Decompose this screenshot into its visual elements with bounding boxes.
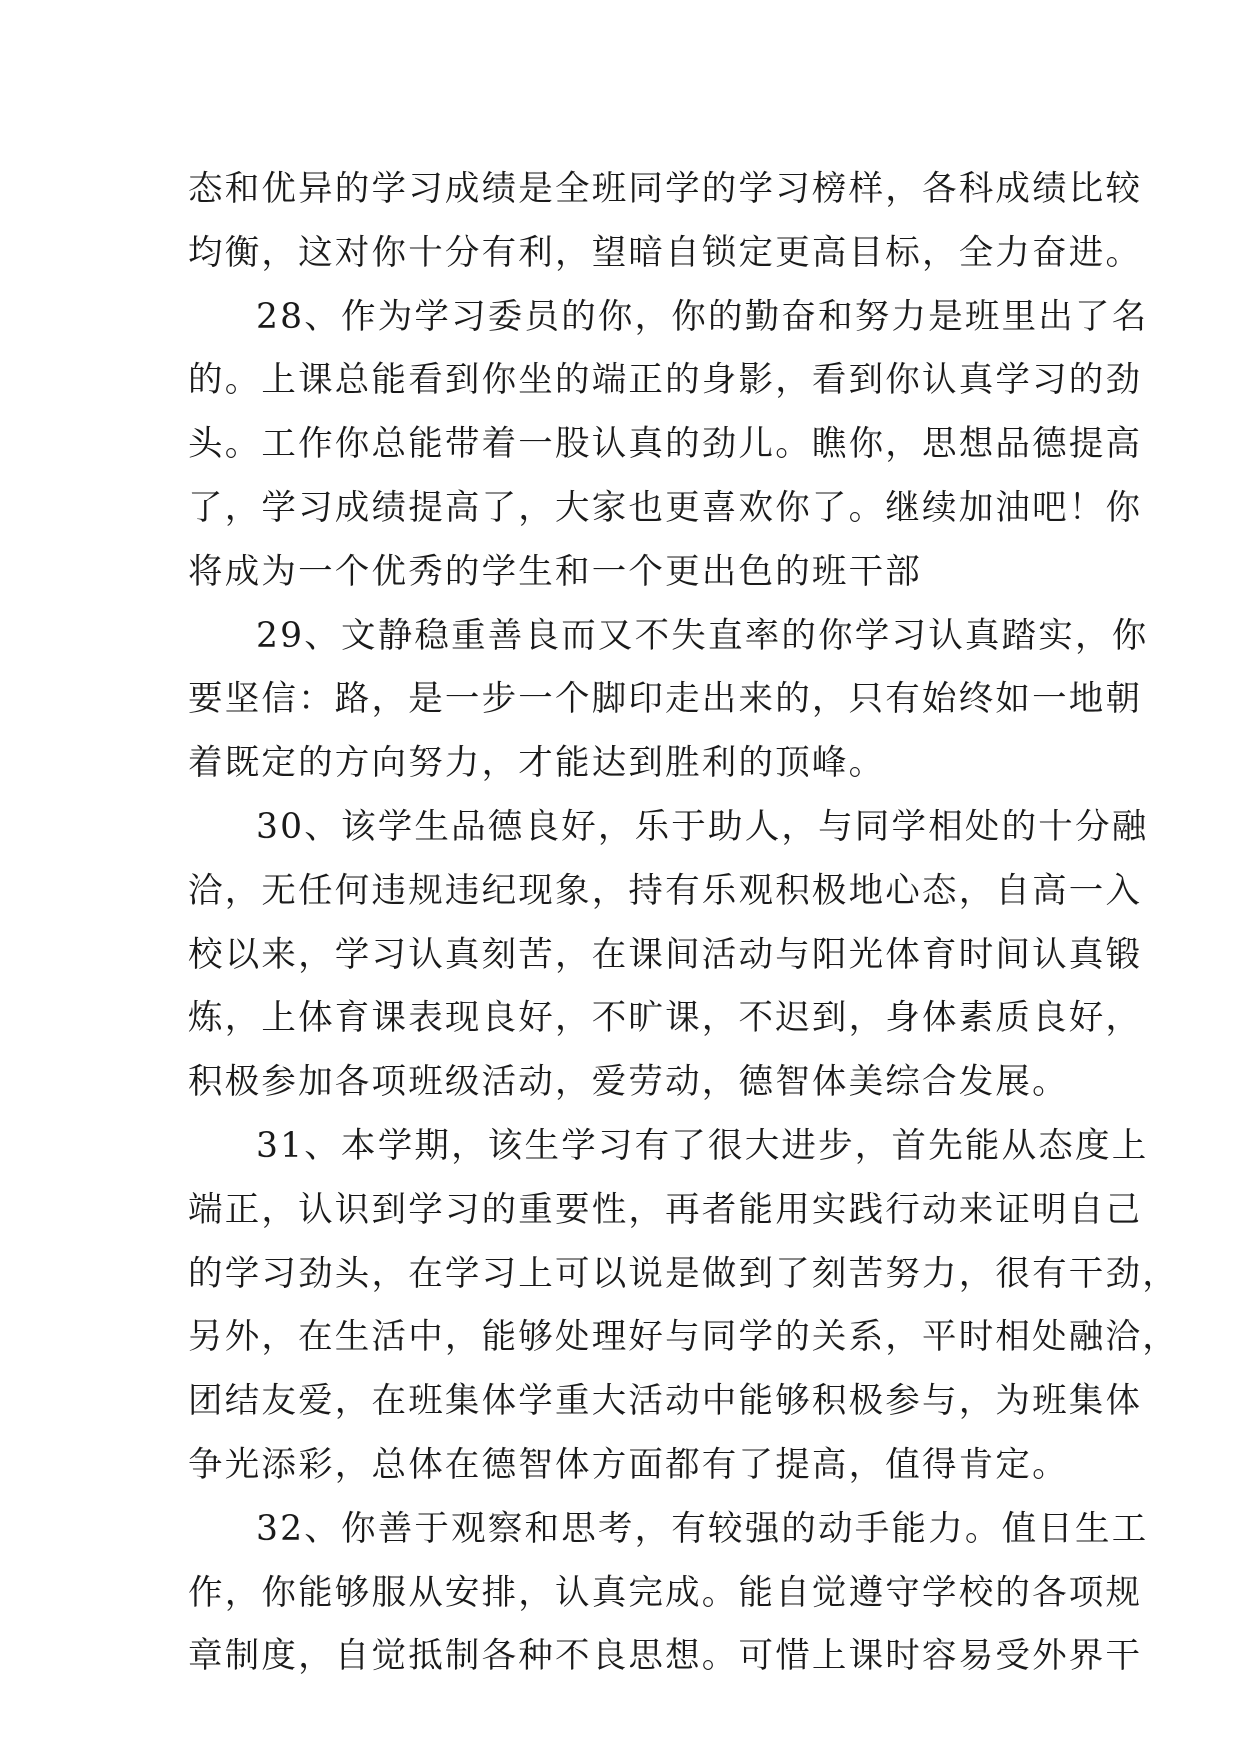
paragraph-start-31: 31、本学期，该生学习有了很大进步，首先能从态度上 [256, 1125, 1149, 1166]
text-line: 了，学习成绩提高了，大家也更喜欢你了。继续加油吧！你 [188, 487, 1143, 528]
text-line: 头。工作你总能带着一股认真的劲儿。瞧你，思想品德提高 [188, 424, 1143, 465]
text-line: 作，你能够服从安排，认真完成。能自觉遵守学校的各项规 [188, 1572, 1143, 1613]
text-line: 着既定的方向努力，才能达到胜利的顶峰。 [188, 743, 886, 784]
text-line: 要坚信：路，是一步一个脚印走出来的，只有始终如一地朝 [188, 679, 1143, 720]
text-line: 团结友爱，在班集体学重大活动中能够积极参与，为班集体 [188, 1381, 1143, 1422]
text-line: 洽，无任何违规违纪现象，持有乐观积极地心态，自高一入 [188, 870, 1143, 911]
text-line: 端正，认识到学习的重要性，再者能用实践行动来证明自己 [188, 1189, 1143, 1230]
text-line: 的。上课总能看到你坐的端正的身影，看到你认真学习的劲 [188, 360, 1143, 401]
text-line: 将成为一个优秀的学生和一个更出色的班干部 [188, 551, 922, 592]
text-line: 均衡，这对你十分有利，望暗自锁定更高目标，全力奋进。 [188, 232, 1143, 273]
text-line: 的学习劲头，在学习上可以说是做到了刻苦努力，很有干劲， [188, 1253, 1179, 1294]
text-line: 校以来，学习认真刻苦，在课间活动与阳光体育时间认真锻 [188, 934, 1143, 975]
text-line: 炼，上体育课表现良好，不旷课，不迟到，身体素质良好， [188, 998, 1143, 1039]
text-line: 态和优异的学习成绩是全班同学的学习榜样，各科成绩比较 [188, 169, 1143, 209]
document-body [188, 158, 1179, 1689]
text-line: 章制度，自觉抵制各种不良思想。可惜上课时容易受外界干 [188, 1636, 1143, 1677]
paragraph-start-32: 32、你善于观察和思考，有较强的动手能力。值日生工 [256, 1508, 1149, 1549]
paragraph-start-30: 30、该学生品德良好，乐于助人，与同学相处的十分融 [256, 806, 1149, 847]
paragraph-start-29: 29、文静稳重善良而又不失直率的你学习认真踏实，你 [256, 615, 1149, 656]
text-line: 积极参加各项班级活动，爱劳动，德智体美综合发展。 [188, 1062, 1069, 1103]
text-line: 另外，在生活中，能够处理好与同学的关系，平时相处融洽， [188, 1317, 1179, 1358]
text-line: 争光添彩，总体在德智体方面都有了提高，值得肯定。 [188, 1444, 1069, 1485]
paragraph-start-28: 28、作为学习委员的你，你的勤奋和努力是班里出了名 [256, 296, 1149, 337]
